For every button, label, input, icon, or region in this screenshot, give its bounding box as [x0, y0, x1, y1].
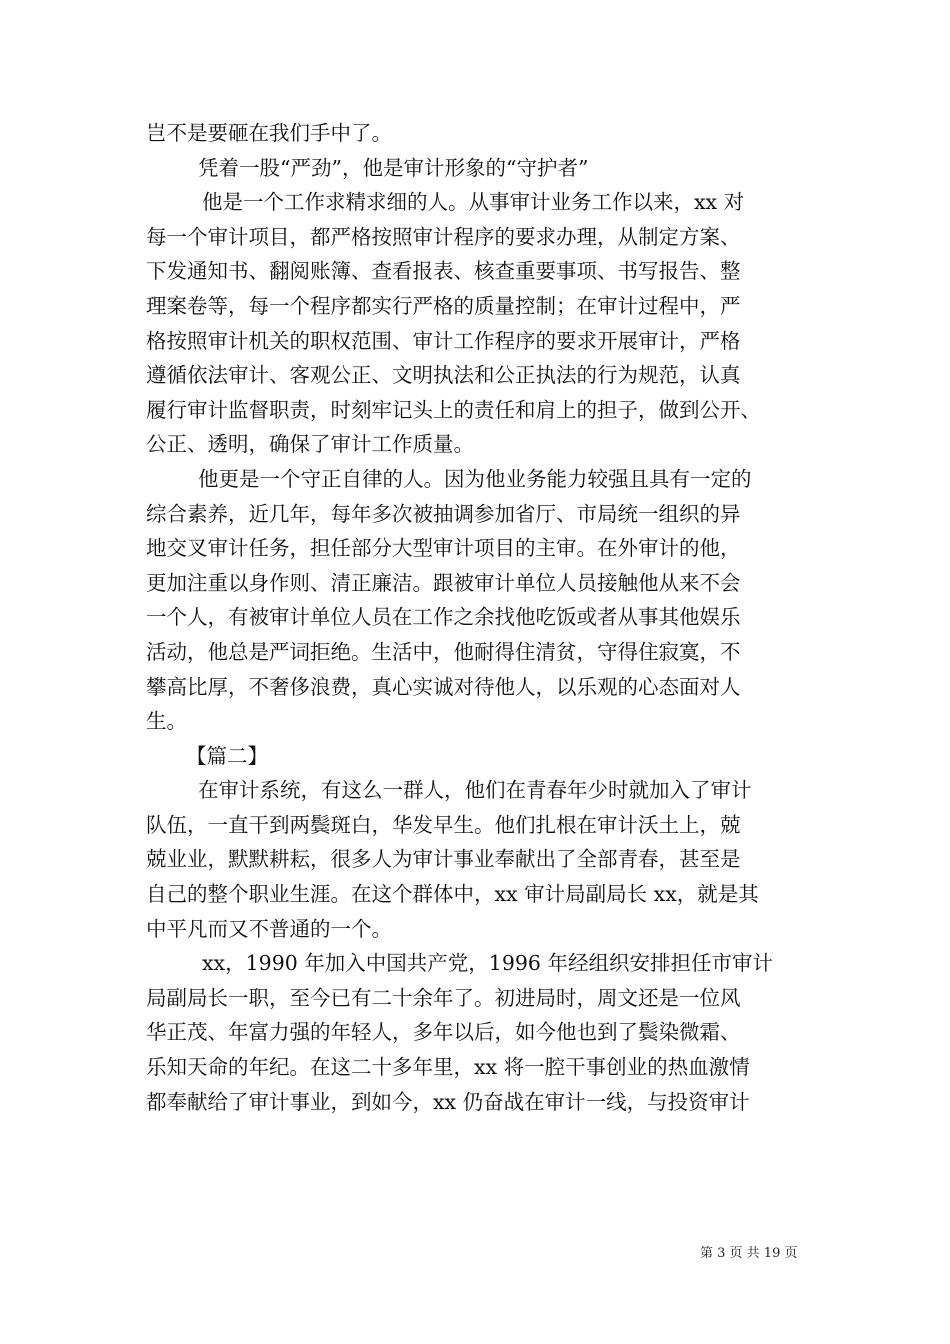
paragraph — [146, 462, 814, 739]
paragraph — [146, 773, 814, 946]
paragraph — [146, 116, 814, 151]
text-line: 一个人，有被审计单位人员在工作之余找他吃饭或者从事其他娱乐 — [146, 605, 741, 630]
text-line: 履行审计监督职责，时刻牢记头上的责任和肩上的担子，做到公开、 — [146, 397, 761, 422]
paragraph — [146, 185, 814, 462]
page-number: 第 3 页 共 19 页 — [700, 1246, 798, 1261]
text-line: 队伍，一直干到两鬓斑白，华发早生。他们扎根在审计沃土上，兢 — [146, 812, 741, 837]
text-line: 理案卷等，每一个程序都实行严格的质量控制；在审计过程中，严 — [146, 293, 741, 318]
text-line: 中平凡而又不普通的一个。 — [146, 916, 392, 941]
text-line: 每一个审计项目，都严格按照审计程序的要求办理，从制定方案、 — [146, 224, 741, 249]
text-line: 攀高比厚，不奢侈浪费，真心实诚对待他人，以乐观的心态面对人 — [146, 674, 741, 699]
text-line: xx，1990 年加入中国共产党，1996 年经组织安排担任市审计 — [202, 951, 773, 976]
text-line: 地交叉审计任务，担任部分大型审计项目的主审。在外审计的他， — [146, 536, 741, 561]
section-heading — [146, 151, 814, 186]
text-line: 局副局长一职，至今已有二十余年了。初进局时，周文还是一位风 — [146, 985, 741, 1010]
text-line: 更加注重以身作则、清正廉洁。跟被审计单位人员接触他从来不会 — [146, 570, 741, 595]
text-line: 生。 — [146, 709, 187, 734]
text-line: 下发通知书、翻阅账簿、查看报表、核查重要事项、书写报告、整 — [146, 259, 741, 284]
text-line: 兢业业，默默耕耘，很多人为审计事业奉献出了全部青春，甚至是 — [146, 847, 741, 872]
text-line: 都奉献给了审计事业，到如今，xx 仍奋战在审计一线，与投资审计 — [146, 1089, 750, 1114]
section-heading — [146, 739, 814, 774]
text-line: 华正茂、年富力强的年轻人，多年以后，如今他也到了鬓染微霜、 — [146, 1020, 741, 1045]
text-line: 他更是一个守正自律的人。因为他业务能力较强且具有一定的 — [198, 466, 752, 491]
text-line: 【篇二】 — [186, 743, 268, 768]
text-line: 他是一个工作求精求细的人。从事审计业务工作以来，xx 对 — [202, 190, 745, 215]
text-line: 在审计系统，有这么一群人，他们在青春年少时就加入了审计 — [198, 778, 752, 803]
text-line: 公正、透明，确保了审计工作质量。 — [146, 432, 474, 457]
document-body — [146, 116, 814, 1119]
text-line: 自己的整个职业生涯。在这个群体中，xx 审计局副局长 xx，就是其 — [146, 882, 759, 907]
text-line: 凭着一股“严劲”，他是审计形象的“守护者” — [198, 155, 589, 180]
paragraph — [146, 946, 814, 1119]
text-line: 综合素养，近几年，每年多次被抽调参加省厅、市局统一组织的异 — [146, 501, 741, 526]
text-line: 岂不是要砸在我们手中了。 — [146, 121, 392, 145]
text-line: 乐知天命的年纪。在这二十多年里，xx 将一腔干事创业的热血激情 — [146, 1055, 750, 1080]
text-line: 遵循依法审计、客观公正、文明执法和公正执法的行为规范，认真 — [146, 363, 741, 388]
text-line: 格按照审计机关的职权范围、审计工作程序的要求开展审计，严格 — [146, 328, 741, 353]
text-line: 活动，他总是严词拒绝。生活中，他耐得住清贫，守得住寂寞，不 — [146, 639, 741, 664]
